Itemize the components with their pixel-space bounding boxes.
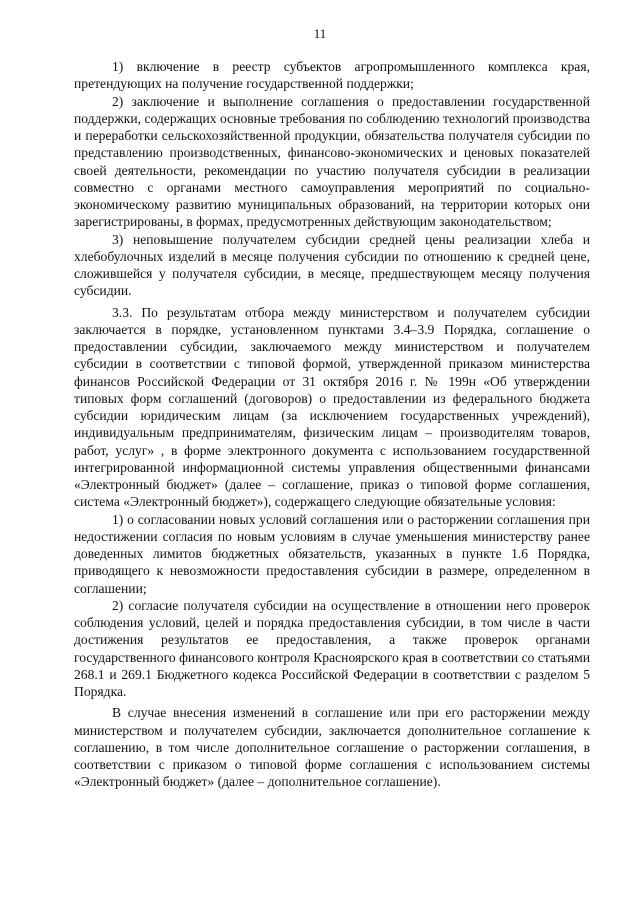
paragraph-section-3-3: 3.3. По результатам отбора между министерством и получателем субсидии заключается в порядке, установленном пунктами 3.4–3.9 Порядка, соглашение о предоставлении субсидии, заключаемого между министерством и получателем субсидии в соответствии с типовой формой, утвержденной приказом министерства финансов Российской Федерации от 31 октября 2016 г. № 199н «Об утверждении типовых форм соглашений (договоров) о предоставлении из федерального бюджета субсидии юридическим лицам (за исключением государственных учреждений), индивидуальным предпринимателям, физическим лицам – производителям товаров, работ, услуг» , в форме электронного документа с использованием государственной интегрированной информационной системы управления общественными финансами «Электронный бюджет» (далее – соглашение, приказ о типовой форме соглашения, система «Электронный бюджет»), содержащего следующие обязательные условия: bbox=[74, 304, 590, 510]
paragraph-item-2: 2) заключение и выполнение соглашения о предоставлении государственной поддержки, содержащих основные требования по соблюдению технологий производства и переработки сельскохозяйственной продукции, обязательства получателя субсидии по представлению производственных, финансово-экономических и ценовых показателей своей деятельности, рекомендации по участию получателя субсидии в реализации совместно с органами местного самоуправления мероприятий по социально-экономическому развитию муниципальных образований, на территории которых они зарегистрированы, в формах, предусмотренных действующим законодательством; bbox=[74, 93, 590, 230]
page-number: 11 bbox=[313, 26, 327, 41]
document-body bbox=[74, 58, 590, 791]
paragraph-condition-2: 2) согласие получателя субсидии на осуществление в отношении него проверок соблюдения условий, целей и порядка предоставления субсидии, в том числе в части достижения результатов ее предоставления, а также проверок органами государственного финансового контроля Красноярского края в соответствии со статьями 268.1 и 269.1 Бюджетного кодекса Российской Федерации в соответствии с разделом 5 Порядка. bbox=[74, 597, 590, 699]
paragraph-amendments: В случае внесения изменений в соглашение или при его расторжении между министерством и получателем субсидии, заключается дополнительное соглашение к соглашению, в том числе дополнительное соглашение о расторжении соглашения, в соответствии с приказом о типовой форме соглашения с использованием системы «Электронный бюджет» (далее – дополнительное соглашение). bbox=[74, 705, 590, 790]
paragraph-condition-1: 1) о согласовании новых условий соглашения или о расторжении соглашения при недостижении согласия по новым условиям в случае уменьшения министерству ранее доведенных лимитов бюджетных обязательств, указанных в пункте 1.6 Порядка, приводящего к невозможности предоставления субсидии в размере, определенном в соглашении; bbox=[74, 511, 590, 596]
paragraph-item-1: 1) включение в реестр субъектов агропромышленного комплекса края, претендующих на получение государственной поддержки; bbox=[74, 59, 590, 92]
paragraph-item-3: 3) неповышение получателем субсидии средней цены реализации хлеба и хлебобулочных изделий в месяце получения субсидии по отношению к средней цене, сложившейся у получателя субсидии, в месяце, предшествующем месяцу получения субсидии. bbox=[74, 231, 590, 299]
